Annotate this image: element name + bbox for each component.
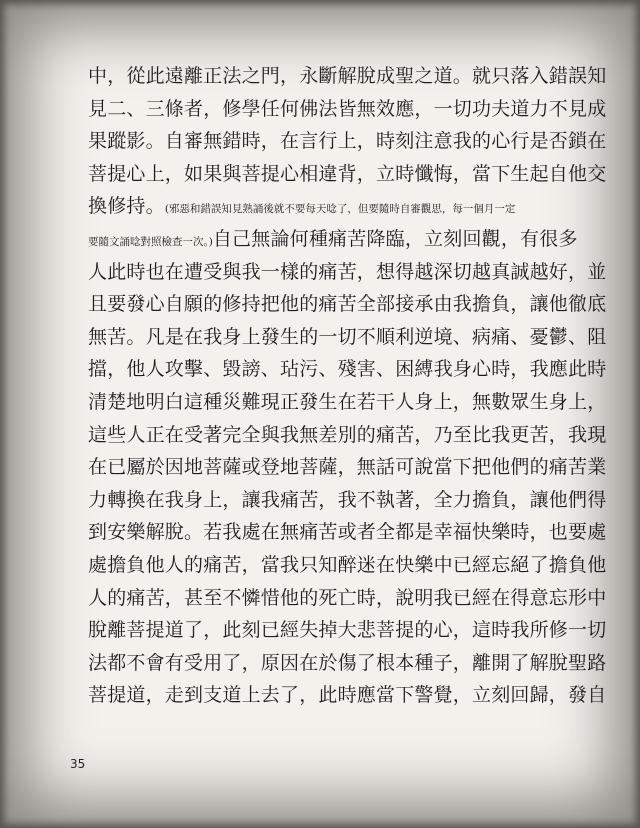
text-line-20: 菩提道，走到支道上去了，此時應當下警覺，立刻回歸，發自 [88,684,607,707]
text-line-4: 菩提心上，如果與菩提心相違背，立時懺悔，當下生起自他交 [88,162,607,185]
text-line-2: 見二、三條者，修學任何佛法皆無效應，一切功夫道力不見成 [88,97,607,120]
text-line-19: 法都不會有受用了，原因在於傷了根本種子，離開了解脫聖路 [88,651,607,674]
text-line-5-main: 換修持。 [88,195,165,218]
text-line-6-main: 自己無論何種痛苦降臨，立刻回觀，有很多 [212,227,578,250]
text-line-1: 中，從此遠離正法之門，永斷解脫成聖之道。就只落入錯誤知 [88,65,607,87]
text-line-5 [88,190,588,223]
text-line-6 [88,223,588,256]
body-text [88,60,607,712]
text-line-16: 處擔負他人的痛苦，當我只知醉迷在快樂中已經忘絕了擔負他 [88,553,607,576]
text-line-14: 力轉換在我身上，讓我痛苦，我不執著，全力擔負，讓他們得 [88,488,607,511]
text-line-11: 清楚地明白這種災難現正發生在若干人身上，無數眾生身上， [88,390,607,413]
text-line-13: 在已屬於因地菩薩或登地菩薩，無話可說當下把他們的痛苦業 [88,456,607,479]
text-line-18: 脫離菩提道了，此刻已經失掉大悲菩提的心，這時我所修一切 [88,619,607,642]
text-line-7: 人此時也在遭受與我一樣的痛苦，想得越深切越真誠越好，並 [88,260,607,283]
text-line-15: 到安樂解脫。若我處在無痛苦或者全都是幸福快樂時，也要處 [88,521,607,544]
text-line-3: 果蹤影。自審無錯時，在言行上，時刻注意我的心行是否鎖在 [88,130,607,153]
text-line-9: 無苦。凡是在我身上發生的一切不順利逆境、病痛、憂鬱、阻 [88,325,607,348]
text-line-12: 這些人正在受著完全與我無差別的痛苦，乃至比我更苦，我現 [88,423,607,446]
text-line-10: 擋，他人攻擊、毀謗、玷污、殘害、困縛我身心時，我應此時 [88,358,607,381]
text-line-8: 且要發心自願的修持把他的痛苦全部接承由我擔負，讓他徹底 [88,293,607,316]
text-line-17: 人的痛苦，甚至不憐惜他的死亡時，說明我已經在得意忘形中 [88,586,607,609]
annotation-note-part-2: 要隨文誦唸對照檢查一次。) [88,235,213,248]
annotation-note-part-1: (邪惡和錯誤知見熟誦後就不要每天唸了，但要隨時自審觀思，每一個月一定 [164,203,516,216]
page-number: 35 [70,757,86,771]
